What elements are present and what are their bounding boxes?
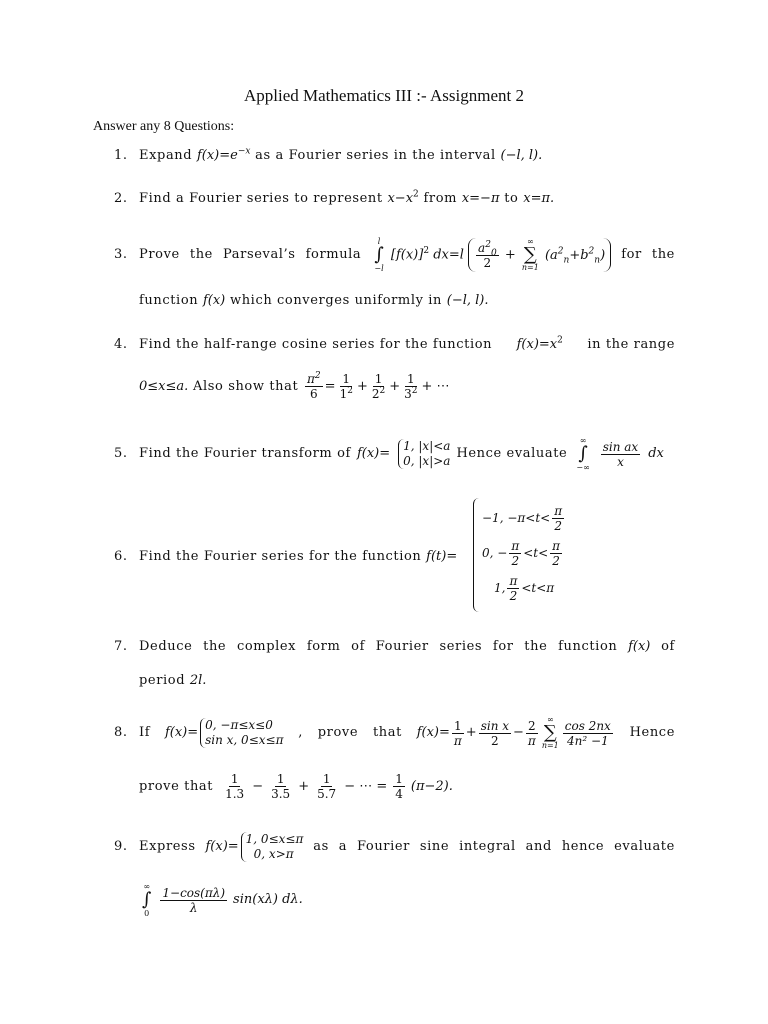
math-exponent: 2: [557, 335, 563, 346]
integral-sign: ∞ ∫ −∞: [576, 436, 590, 472]
fraction: $\frac{\pi^2}{6}$: [307, 371, 321, 401]
instructions: Answer any 8 Questions:: [93, 119, 235, 134]
math-expression: dx: [648, 446, 664, 461]
question-text: Also show that: [193, 379, 299, 394]
question-1: [114, 147, 675, 167]
math-expression: f(x)=x: [516, 337, 558, 352]
question-text: Prove: [139, 247, 180, 262]
math-expression: sin(xλ) dλ.: [233, 892, 303, 907]
question-text: Hence evaluate: [456, 446, 568, 461]
integral-sign: ∞ ∫ 0: [142, 882, 152, 918]
question-3: [114, 232, 675, 312]
integral-sign: l ∫ −l: [374, 237, 384, 273]
operator: +: [504, 247, 516, 263]
question-text: formula: [305, 247, 362, 262]
punctuation: ,: [298, 725, 303, 740]
question-text: sine: [419, 839, 450, 854]
math-expression: f(x)=: [356, 446, 391, 461]
question-text: prove: [317, 725, 359, 740]
question-3-line-1: [139, 232, 675, 278]
question-text: Find the Fourier series for the function: [139, 549, 422, 564]
question-text: the: [651, 247, 675, 262]
question-number: 1.: [114, 148, 128, 163]
parenthesis-group: [468, 238, 611, 272]
math-expression: 0≤x≤a.: [139, 379, 189, 394]
page-title: Applied Mathematics III :- Assignment 2: [244, 86, 524, 105]
question-1-line: [139, 147, 675, 165]
question-text: Find the half-range cosine series for the function: [139, 337, 493, 352]
question-number: 7.: [114, 639, 128, 654]
case-line: 1, $\frac{\pi}{2}$ <t<π: [494, 574, 555, 603]
math-expression: f(t)=: [426, 549, 458, 564]
piecewise-cases: 0, −π≤x≤0 sin x, 0≤x≤π: [200, 718, 283, 748]
question-text: form: [306, 639, 341, 654]
question-9-line-2: [139, 882, 675, 918]
question-6: [114, 498, 675, 616]
question-4: [114, 336, 675, 412]
math-expression: (π−2).: [410, 778, 453, 794]
operator: =: [324, 379, 336, 394]
math-expression: x=−π: [461, 191, 500, 206]
fraction: $\frac{1}{1.3}$: [225, 772, 245, 801]
question-8-line-2: prove that $\frac{1}{1.3}$ − $\frac{1}{3.5}$ + $\frac{1}{5.7}$ − ⋯ = $\frac{1}{4}$ (π−2).: [139, 772, 453, 801]
case-line: −1, −π<t< $\frac{\pi}{2}$: [482, 504, 563, 533]
question-text: series: [439, 639, 483, 654]
math-expression: (−l, l).: [500, 148, 543, 163]
summation-sign: ∞ ∑ n=1: [521, 237, 539, 272]
question-text: the: [524, 639, 548, 654]
ellipsis: + ⋯: [421, 379, 450, 394]
question-number: 6.: [114, 549, 128, 564]
question-text: Hence: [629, 725, 675, 740]
operator: − ⋯ =: [344, 778, 388, 794]
math-expression: f(x)=: [205, 839, 239, 854]
math-expression: x=π.: [523, 191, 555, 206]
question-text: evaluate: [614, 839, 675, 854]
math-expression: f(x)=: [164, 725, 199, 740]
question-text: Fourier: [357, 839, 410, 854]
question-text: of: [661, 639, 675, 654]
math-expression: (−l, l).: [446, 293, 489, 308]
question-text: in the range: [587, 337, 675, 352]
question-text: Deduce: [139, 639, 193, 654]
question-9-line-1: [139, 828, 675, 866]
question-text: complex: [236, 639, 297, 654]
question-4-line-1: [139, 336, 675, 354]
math-expression: $(a^2_n+b^2_n)$: [544, 246, 606, 266]
fraction: $\frac{\text{sin ax}}{x}$: [602, 439, 639, 469]
question-8-line-1: [139, 712, 675, 754]
question-7-line-2: [139, 672, 675, 690]
math-expression: f(x): [628, 639, 651, 654]
question-number: 3.: [114, 247, 128, 262]
math-expression: x−x: [387, 191, 414, 206]
question-text: hence: [561, 839, 605, 854]
question-text: and: [525, 839, 552, 854]
fraction: $\frac{1}{2^2}$: [371, 372, 386, 401]
question-text: function: [558, 639, 618, 654]
question-text: of: [351, 639, 365, 654]
fraction: $\frac{1}{3.5}$: [271, 772, 291, 801]
question-text: as: [313, 839, 329, 854]
question-text: function: [139, 293, 199, 308]
question-text: for: [492, 639, 514, 654]
question-7: [114, 638, 675, 694]
question-2-line: [139, 190, 675, 208]
question-text: the: [189, 247, 213, 262]
math-expression: dx=l: [433, 247, 464, 263]
question-text: Find the Fourier transform of: [139, 446, 351, 461]
math-expression: f(x): [202, 293, 226, 308]
question-4-line-2: 0≤x≤a. Also show that $\frac{\pi^2}{6}$ = $\frac{1}{1^2}$ + $\frac{1}{2^2}$ + $\frac{1}{3^2}$ + ⋯: [139, 371, 450, 401]
question-number: 2.: [114, 191, 128, 206]
parseval-formula: [371, 237, 611, 273]
question-3-line-2: [139, 292, 675, 310]
piecewise-cases: [473, 498, 566, 612]
piecewise-cases: 1, |x|<a 0, |x|>a: [398, 439, 450, 469]
question-text: the: [203, 639, 227, 654]
question-text: integral: [459, 839, 516, 854]
question-text: which converges uniformly in: [229, 293, 443, 308]
question-5-line: [139, 430, 675, 478]
piecewise-definition: [205, 832, 303, 862]
question-number: 8.: [114, 725, 128, 740]
piecewise-cases: 1, 0≤x≤π 0, x>π: [241, 832, 304, 862]
question-text: that: [372, 725, 402, 740]
question-text: from: [423, 191, 458, 206]
question-number: 5.: [114, 446, 128, 461]
question-text: a: [338, 839, 348, 854]
question-text: as a Fourier series in the interval: [255, 148, 496, 163]
question-text: If: [139, 725, 151, 740]
question-text: prove that: [139, 778, 214, 794]
question-text: period: [139, 673, 186, 688]
question-number: 9.: [114, 839, 128, 854]
question-text: to: [504, 191, 519, 206]
math-expression: 2l.: [189, 673, 207, 688]
question-text: Expand: [139, 148, 193, 163]
question-text: Fourier: [375, 639, 429, 654]
question-6-line: [139, 548, 675, 566]
fraction: $\frac{1}{3^2}$: [404, 372, 418, 401]
math-exponent: 2: [423, 246, 430, 257]
fraction: $\frac{1}{1^2}$: [339, 372, 353, 401]
fraction: $\frac{1-\cos(\pi\lambda)}{\lambda}$: [162, 885, 226, 915]
question-text: Express: [139, 839, 196, 854]
fraction: $\frac{1}{4}$: [395, 772, 403, 801]
math-exponent: −x: [237, 146, 251, 157]
question-2: [114, 190, 675, 210]
piecewise-definition: [165, 718, 284, 748]
question-5: [114, 430, 675, 478]
math-exponent: 2: [413, 189, 419, 200]
fraction: $\frac{a^2_0}{2}$: [478, 239, 497, 270]
math-expression: [f(x)]: [390, 247, 424, 263]
question-text: Parseval’s: [223, 247, 296, 262]
math-expression: f(x)=e: [196, 148, 238, 163]
question-number: 4.: [114, 337, 128, 352]
question-text: for: [621, 247, 642, 262]
question-9: [114, 828, 675, 928]
question-7-line-1: [139, 638, 675, 656]
question-8: [114, 712, 675, 804]
fraction: $\frac{1}{5.7}$: [317, 772, 337, 801]
question-text: Find a Fourier series to represent: [139, 191, 383, 206]
case-line: 0, − $\frac{\pi}{2}$ <t< $\frac{\pi}{2}$: [482, 539, 561, 568]
series-expression: f(x)= $\frac{1}{\pi}$ + $\frac{\text{sin x}}{2}$ − $\frac{2}{\pi}$ ∞ ∑ n=1 $\frac{\cos 2nx}{\text{4n² −1}}$: [416, 715, 611, 750]
